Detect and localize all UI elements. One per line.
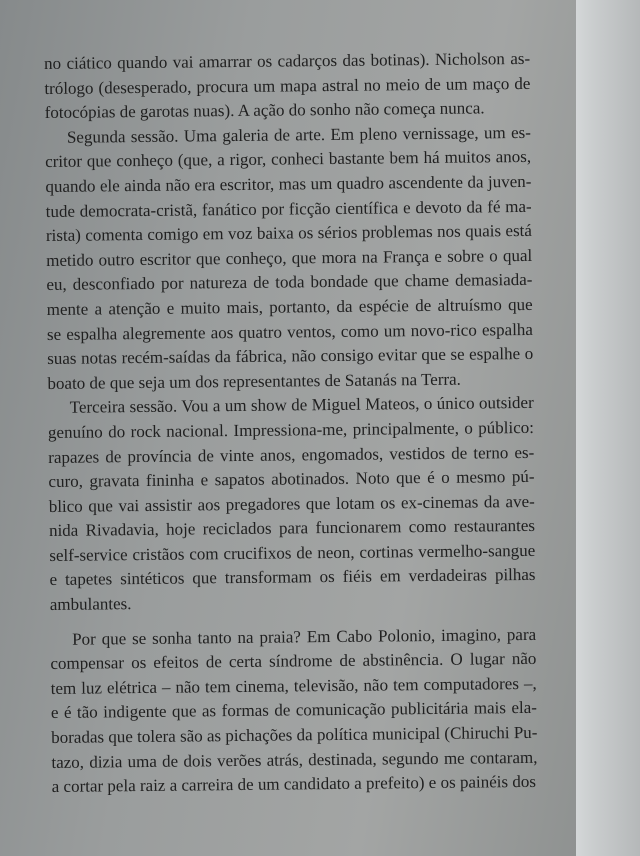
text-line: genuíno do rock nacional. Impressiona-me, principalmente, o público: bbox=[47, 417, 535, 442]
paragraph bbox=[45, 121, 534, 397]
text-line: blico que vai assistir aos pregadores que lotam os ex-cinemas da ave- bbox=[48, 491, 535, 516]
text-line: rista) comenta comigo em voz baixa os sérios problemas nos quais está bbox=[45, 221, 532, 246]
text-line: e tapetes sintéticos que transformam os fiéis em verdadeiras pilhas bbox=[49, 565, 536, 590]
text-line: e é tão indigente que as formas de comunicação publicitária mais ela- bbox=[50, 698, 537, 723]
next-page-edge bbox=[576, 0, 640, 856]
text-line: quando ele ainda não era escritor, mas um quadro ascendente da juven- bbox=[45, 171, 532, 196]
text-line: eu, desconfiado por natureza de toda bondade que chame demasiada- bbox=[46, 270, 533, 295]
text-line: tazo, dizia uma de dois verões atrás, destinada, segundo me contaram, bbox=[51, 747, 538, 772]
text-line: Segunda sessão. Uma galeria de arte. Em pleno vernissage, um es- bbox=[66, 122, 531, 147]
text-line: curo, gravata fininha e sapatos abotinados. Noto que é o mesmo pú- bbox=[48, 466, 535, 492]
text-line: fotocópias de garotas nuas). A ação do sonho não começa nunca. bbox=[44, 98, 485, 123]
text-line: Por que se sonha tanto na praia? Em Cabo Polonio, imagino, para bbox=[72, 624, 537, 649]
text-line: tude democrata-cristã, fanático por ficção científica e devoto da fé ma- bbox=[45, 196, 532, 221]
text-line: no ciático quando vai amarrar os cadarços das botinas). Nicholson as- bbox=[44, 48, 531, 73]
text-line: rapazes de província de vinte anos, engomados, vestidos de terno es- bbox=[48, 442, 535, 467]
text-line: a cortar pela raiz a carreira de um candidato a prefeito) e os painéis dos bbox=[51, 772, 537, 797]
text-line: critor que conheço (que, a rigor, conheci bastante bem há muitos anos, bbox=[45, 147, 532, 172]
paragraph bbox=[48, 391, 536, 617]
text-line: ambulantes. bbox=[49, 594, 132, 615]
text-line: trólogo (desesperado, procura um mapa astral no meio de um maço de bbox=[44, 73, 531, 98]
text-line: metido outro escritor que conheço, que mora na França e sobre o qual bbox=[46, 245, 533, 270]
text-line: Terceira sessão. Vou a um show de Miguel Mateos, o único outsider bbox=[69, 393, 534, 418]
paragraph bbox=[44, 47, 531, 126]
text-line: boradas que tolera são as pichações da política municipal (Chiruchi Pu- bbox=[51, 722, 538, 747]
paragraph bbox=[50, 623, 538, 800]
text-line: se espalha alegremente aos quatro ventos, como um novo-rico espalha bbox=[46, 319, 534, 344]
page-text-body bbox=[44, 47, 538, 800]
text-line: suas notas recém-saídas da fábrica, não consigo evitar que se espalhe o bbox=[47, 344, 534, 369]
text-line: mente a atenção e muito mais, portanto, da espécie de altruísmo que bbox=[46, 294, 533, 319]
text-line: boato de que seja um dos representantes de Satanás na Terra. bbox=[47, 369, 461, 393]
text-line: nida Rivadavia, hoje reciclados para funcionarem como restaurantes bbox=[48, 516, 536, 541]
text-line: self-service cristãos com crucifixos de neon, cortinas vermelho-sangue bbox=[49, 540, 536, 565]
text-line: tem luz elétrica – não tem cinema, televisão, não tem computadores –, bbox=[50, 673, 537, 698]
text-line: compensar os efeitos de certa síndrome de abstinência. O lugar não bbox=[50, 649, 537, 674]
